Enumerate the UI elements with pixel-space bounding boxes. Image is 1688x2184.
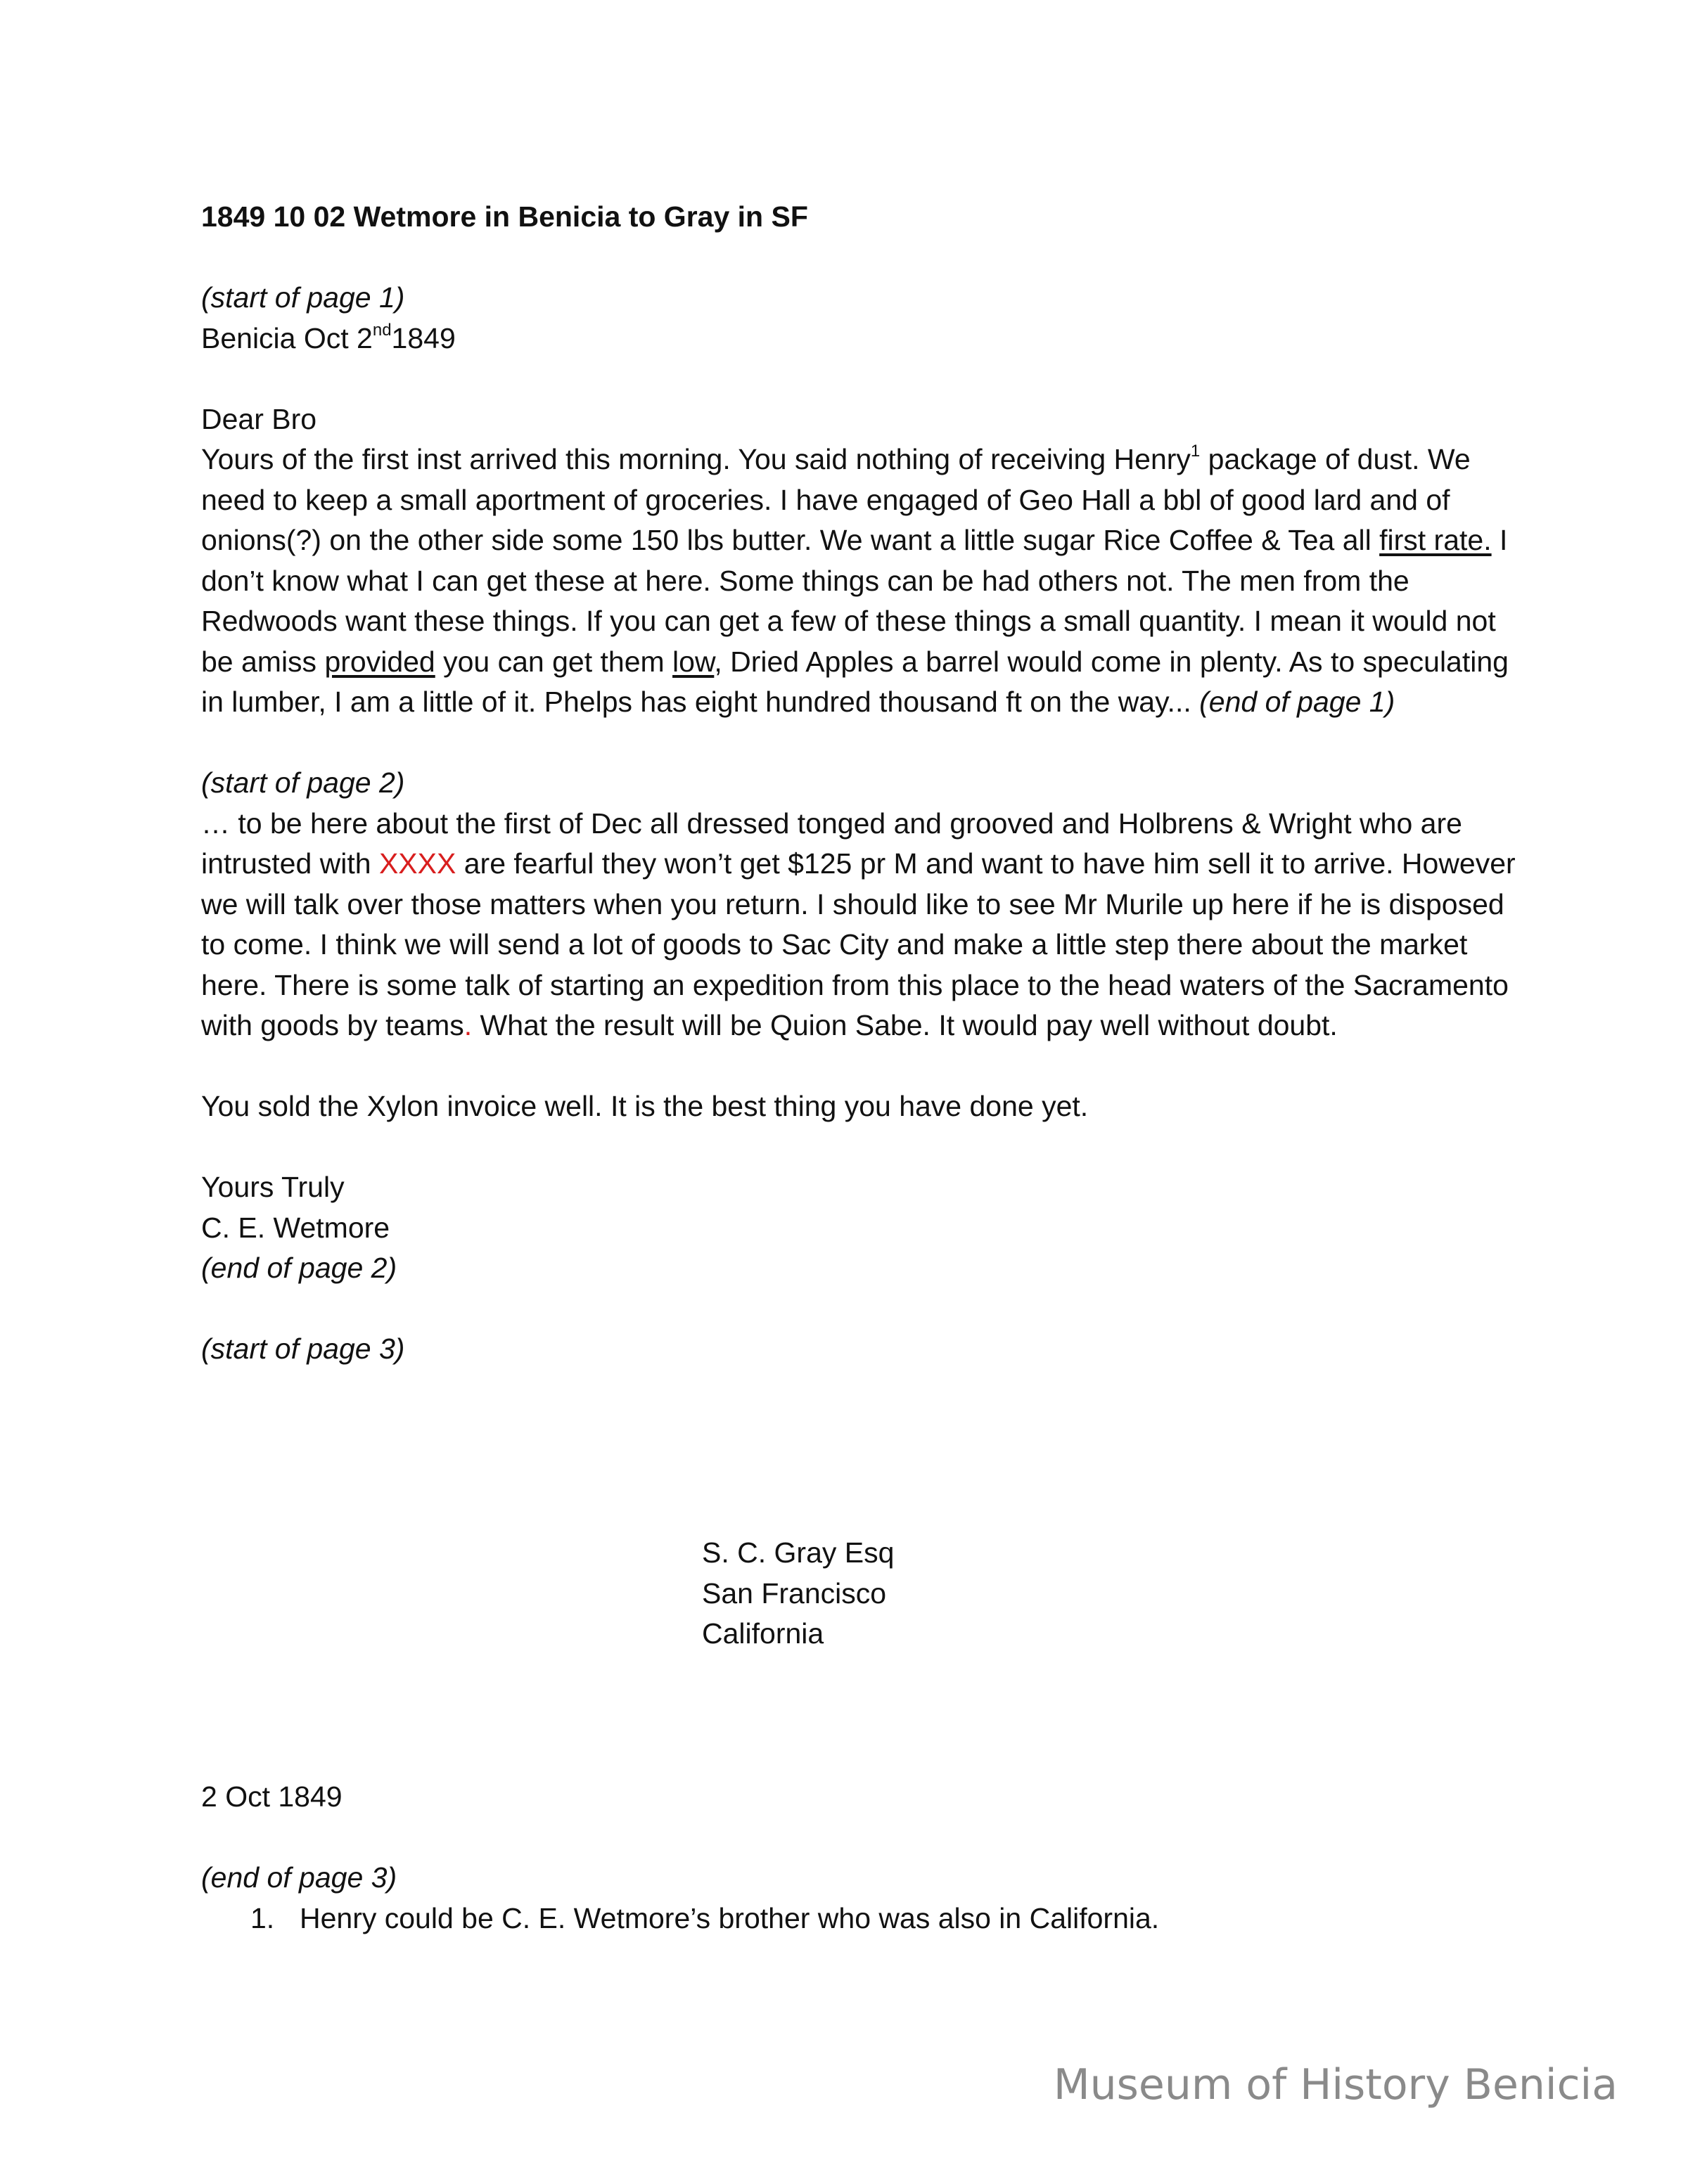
spacer [201, 359, 1523, 399]
page1-start-marker: (start of page 1) [201, 281, 405, 314]
page2-end-marker: (end of page 2) [201, 1252, 397, 1284]
text-run: I don’t know what I can get these at here. Some things can be had others not. The men from the Redwoods want these things. If you can get a few of these things a small quantity. I mean it would not be amiss [201, 524, 1508, 678]
footnote-reference: 1 [1190, 442, 1201, 461]
text-run: you can get them [435, 645, 673, 678]
text-run: are fearful they won’t get $125 pr M and want to have him sell it to arrive. However we will talk over those matters when you return. I should like to see Mr Murile up here if he is disposed to come. I think we will send a lot of goods to Sac City and make a little step there about the market here. There is some talk of starting an expedition from this place to the head waters of the Sacramento with goods by teams [201, 847, 1516, 1041]
text-run: What the result will be Quion Sabe. It would pay well without doubt. [472, 1009, 1338, 1041]
page3-date: 2 Oct 1849 [201, 1780, 343, 1813]
address-line: San Francisco [702, 1576, 887, 1610]
footnote [250, 1899, 1159, 1939]
page2-start-marker: (start of page 2) [201, 766, 405, 799]
address-line: S. C. Gray Esq [702, 1536, 895, 1569]
spacer [201, 1289, 1523, 1330]
page1-paragraph [201, 439, 1523, 723]
spacer [201, 238, 1523, 278]
underlined-text: low [672, 645, 715, 678]
footnote-number: 1. [250, 1902, 275, 1934]
red-period: . [463, 1009, 473, 1041]
closing: Yours Truly [201, 1171, 345, 1203]
dateline-text: Benicia Oct 2 [201, 321, 373, 354]
signature: C. E. Wetmore [201, 1211, 390, 1244]
page3-start-marker: (start of page 3) [201, 1332, 405, 1365]
page2-paragraph [201, 804, 1523, 1046]
dateline-superscript: nd [372, 320, 392, 340]
page1-dateline [201, 319, 1523, 359]
dateline-year: 1849 [391, 321, 456, 354]
museum-watermark: Museum of History Benicia [1053, 2060, 1618, 2109]
text-run: Yours of the first inst arrived this morning. You said nothing of receiving Henry [201, 443, 1191, 475]
text-run: … to be here about the first of Dec all dressed tonged and grooved and Holbrens & Wright who are intrusted with [201, 807, 1462, 880]
redacted-text: XXXX [378, 847, 456, 880]
document-title: 1849 10 02 Wetmore in Benicia to Gray in SF [201, 200, 808, 233]
spacer [201, 723, 1523, 764]
text-run: , Dried Apples a barrel would come in plenty. As to speculating in lumber, I am a little of it. Phelps has eight hundred thousand ft on the way... [201, 645, 1509, 718]
document-body [201, 197, 1523, 1370]
footnote-text: Henry could be C. E. Wetmore’s brother who was also in California. [300, 1902, 1160, 1934]
spacer [201, 1127, 1523, 1168]
page2-paragraph-2: You sold the Xylon invoice well. It is the best thing you have done yet. [201, 1090, 1089, 1122]
text-run: package of dust. We need to keep a small aportment of groceries. I have engaged of Geo Hall a bbl of good lard and of onions(?) on the other side some 150 lbs butter. We want a little sugar Rice Coffee & Tea all [201, 443, 1471, 556]
address-line: California [702, 1617, 824, 1650]
spacer [201, 1046, 1523, 1087]
underlined-text: first rate. [1379, 524, 1492, 556]
salutation: Dear Bro [201, 402, 317, 435]
page3-end-marker: (end of page 3) [201, 1861, 397, 1894]
underlined-text: provided [324, 645, 435, 678]
address-block [702, 1533, 894, 1655]
page1-end-marker: (end of page 1) [1199, 686, 1395, 718]
